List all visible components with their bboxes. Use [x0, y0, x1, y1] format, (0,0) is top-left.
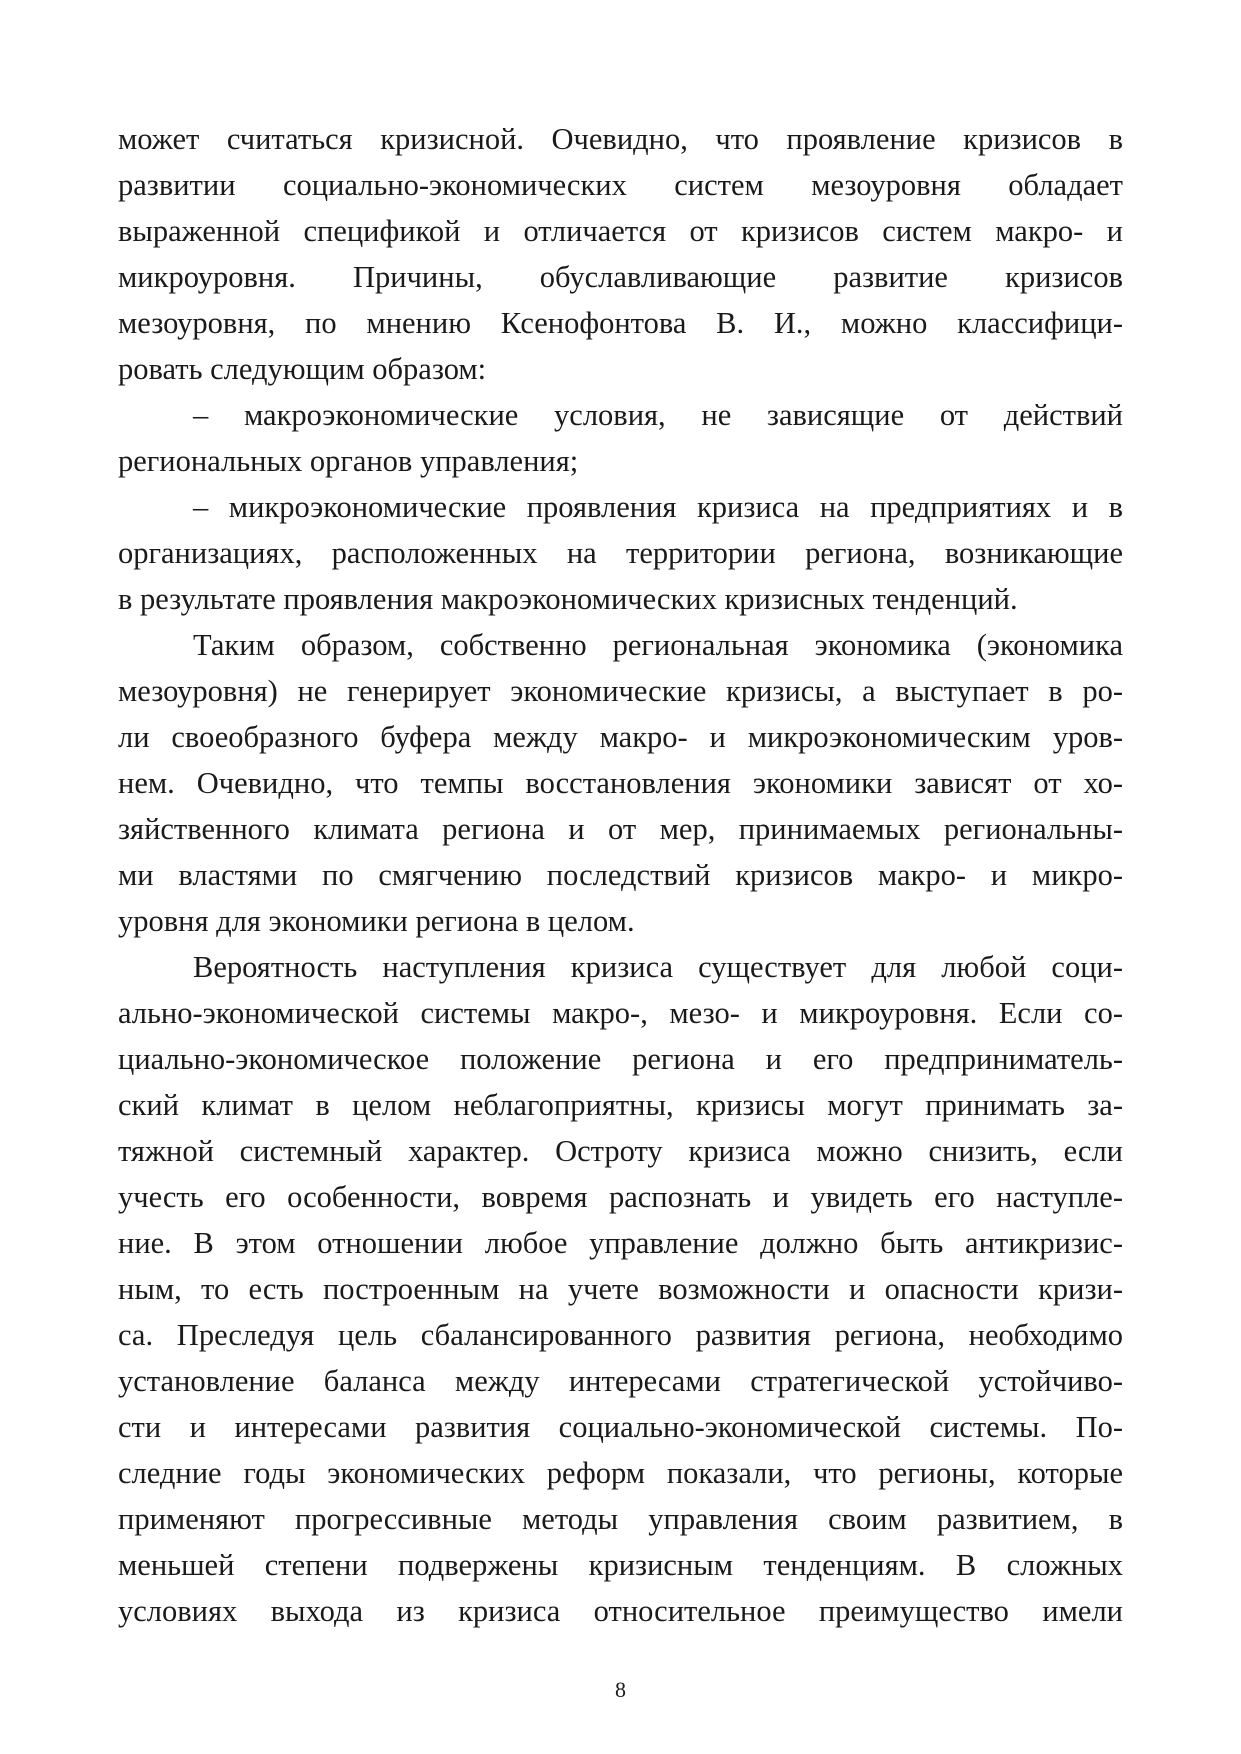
list-item-line: – микроэкономические проявления кризиса на предприятиях и в: [193, 490, 1123, 524]
text-line: ли своеобразного буфера между макро- и микроэкономическим уров-: [118, 720, 1123, 754]
text-line: учесть его особенности, вовремя распознать и увидеть его наступле-: [118, 1180, 1123, 1214]
text-line: Таким образом, собственно региональная экономика (экономика: [193, 628, 1123, 662]
text-line: тяжной системный характер. Остроту кризиса можно снизить, если: [118, 1134, 1123, 1168]
text-line: следние годы экономических реформ показали, что регионы, которые: [118, 1456, 1123, 1490]
text-line: Вероятность наступления кризиса существует для любой соци-: [193, 950, 1123, 984]
text-line: зяйственного климата региона и от мер, принимаемых региональны-: [118, 812, 1123, 846]
text-line: применяют прогрессивные методы управления своим развитием, в: [118, 1502, 1123, 1536]
text-line: нем. Очевидно, что темпы восстановления экономики зависят от хо-: [118, 766, 1123, 800]
text-line: ально-экономической системы макро-, мезо- и микроуровня. Если со-: [118, 996, 1123, 1030]
text-line: ми властями по смягчению последствий кризисов макро- и микро-: [118, 858, 1123, 892]
list-item-line: организациях, расположенных на территории региона, возникающие: [118, 536, 1123, 570]
text-line: развитии социально-экономических систем мезоуровня обладает: [118, 168, 1123, 202]
text-line: выраженной спецификой и отличается от кризисов систем макро- и: [118, 214, 1123, 248]
text-line: циально-экономическое положение региона и его предприниматель-: [118, 1042, 1123, 1076]
list-item-line: в результате проявления макроэкономических кризисных тенденций.: [118, 582, 1018, 616]
text-line: установление баланса между интересами стратегической устойчиво-: [118, 1364, 1123, 1398]
text-line: условиях выхода из кризиса относительное преимущество имели: [118, 1594, 1123, 1628]
list-item-line: – макроэкономические условия, не зависящие от действий: [193, 398, 1123, 432]
text-line: са. Преследуя цель сбалансированного развития региона, необходимо: [118, 1318, 1123, 1352]
text-line: микроуровня. Причины, обуславливающие развитие кризисов: [118, 260, 1123, 294]
text-line: мезоуровня) не генерирует экономические кризисы, а выступает в ро-: [118, 674, 1123, 708]
text-line: может считаться кризисной. Очевидно, что проявление кризисов в: [118, 122, 1123, 156]
text-line: уровня для экономики региона в целом.: [118, 904, 635, 938]
text-line: ным, то есть построенным на учете возможности и опасности кризи-: [118, 1272, 1123, 1306]
page-number: 8: [615, 1677, 626, 1702]
list-item-line: региональных органов управления;: [118, 444, 579, 478]
text-line: мезоуровня, по мнению Ксенофонтова В. И., можно классифици-: [118, 306, 1123, 340]
text-line: ровать следующим образом:: [118, 352, 487, 386]
text-line: сти и интересами развития социально-экономической системы. По-: [118, 1410, 1123, 1444]
text-line: меньшей степени подвержены кризисным тенденциям. В сложных: [118, 1548, 1123, 1582]
text-line: ние. В этом отношении любое управление должно быть антикризис-: [118, 1226, 1123, 1260]
body-text: [118, 116, 1123, 1634]
text-line: ский климат в целом неблагоприятны, кризисы могут принимать за-: [118, 1088, 1123, 1122]
